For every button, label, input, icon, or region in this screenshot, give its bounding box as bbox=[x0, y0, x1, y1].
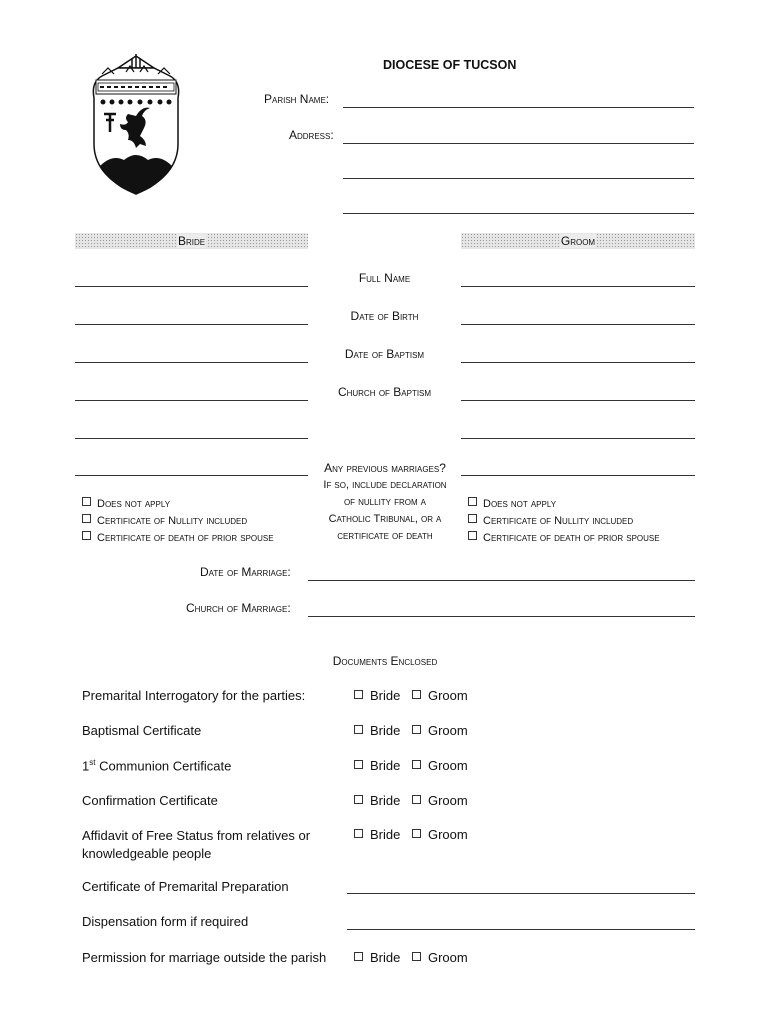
confirmation-certificate-label: Confirmation Certificate bbox=[82, 793, 218, 808]
groom-date-of-birth-field[interactable] bbox=[461, 324, 695, 325]
affidavit-checkboxes: Bride Groom bbox=[354, 827, 468, 842]
address-label: Address: bbox=[289, 128, 334, 142]
date-of-marriage-field[interactable] bbox=[308, 580, 695, 581]
previous-marriages-note-line-1: If so, include declaration bbox=[323, 479, 447, 491]
page-title: DIOCESE OF TUCSON bbox=[383, 58, 517, 72]
premarital-interrogatory-checkboxes: Bride Groom bbox=[354, 688, 468, 703]
affidavit-label: Affidavit of Free Status from relatives or knowledgeable people bbox=[82, 828, 311, 861]
diocese-crest bbox=[88, 54, 184, 196]
previous-marriages-question: Any previous marriages? bbox=[324, 461, 446, 475]
bride-previous-marriages-field[interactable] bbox=[75, 475, 308, 476]
bride-column-header bbox=[75, 233, 308, 249]
previous-marriages-note-line-3: Catholic Tribunal, or a bbox=[328, 513, 442, 525]
previous-marriages-note-line-2: of nullity from a bbox=[343, 496, 427, 508]
groom-checkbox[interactable] bbox=[412, 690, 421, 699]
groom-option-does-not-apply[interactable]: Does not apply bbox=[468, 496, 660, 513]
baptismal-certificate-label: Baptismal Certificate bbox=[82, 723, 202, 738]
groom-date-of-baptism-field[interactable] bbox=[461, 362, 695, 363]
church-of-marriage-field[interactable] bbox=[308, 616, 695, 617]
groom-full-name-field[interactable] bbox=[461, 286, 695, 287]
bride-date-of-baptism-field[interactable] bbox=[75, 362, 308, 363]
checkbox-icon[interactable] bbox=[82, 514, 91, 523]
full-name-label: Full Name bbox=[358, 271, 411, 285]
bride-date-of-birth-field[interactable] bbox=[75, 324, 308, 325]
checkbox-icon[interactable] bbox=[82, 531, 91, 540]
parish-name-label: Parish Name: bbox=[264, 92, 330, 106]
groom-checkbox[interactable] bbox=[412, 725, 421, 734]
documents-enclosed-heading: Documents Enclosed bbox=[332, 654, 438, 668]
communion-certificate-checkboxes: Bride Groom bbox=[354, 758, 468, 773]
groom-option-nullity-included[interactable]: Certificate of Nullity included bbox=[468, 513, 660, 530]
bride-church-of-baptism-field-line-2[interactable] bbox=[75, 438, 308, 439]
groom-option-death-certificate[interactable]: Certificate of death of prior spouse bbox=[468, 530, 660, 547]
baptismal-certificate-checkboxes: Bride Groom bbox=[354, 723, 468, 738]
groom-church-of-baptism-field[interactable] bbox=[461, 400, 695, 401]
premarital-preparation-field[interactable] bbox=[347, 893, 695, 894]
checkbox-icon[interactable] bbox=[82, 497, 91, 506]
premarital-interrogatory-label: Premarital Interrogatory for the parties: bbox=[82, 688, 306, 703]
permission-outside-parish-label: Permission for marriage outside the parish bbox=[82, 950, 327, 965]
address-field-line-1[interactable] bbox=[343, 143, 694, 144]
premarital-preparation-label: Certificate of Premarital Preparation bbox=[82, 879, 289, 894]
previous-marriages-note bbox=[306, 460, 464, 545]
bride-church-of-baptism-field[interactable] bbox=[75, 400, 308, 401]
groom-previous-marriages-field[interactable] bbox=[461, 475, 695, 476]
bride-previous-marriage-options bbox=[82, 496, 274, 547]
groom-checkbox[interactable] bbox=[412, 760, 421, 769]
groom-checkbox[interactable] bbox=[412, 952, 421, 961]
date-of-birth-label: Date of Birth bbox=[350, 309, 419, 323]
checkbox-icon[interactable] bbox=[468, 497, 477, 506]
bride-header-label: Bride bbox=[177, 234, 206, 248]
communion-certificate-label: 1st Communion Certificate bbox=[82, 758, 232, 774]
dispensation-form-field[interactable] bbox=[347, 929, 695, 930]
groom-checkbox[interactable] bbox=[412, 795, 421, 804]
groom-church-of-baptism-field-line-2[interactable] bbox=[461, 438, 695, 439]
bride-option-death-certificate[interactable]: Certificate of death of prior spouse bbox=[82, 530, 274, 547]
groom-column-header bbox=[461, 233, 695, 249]
groom-previous-marriage-options bbox=[468, 496, 660, 547]
checkbox-icon[interactable] bbox=[468, 514, 477, 523]
dispensation-form-label: Dispensation form if required bbox=[82, 914, 249, 929]
bride-full-name-field[interactable] bbox=[75, 286, 308, 287]
date-of-baptism-label: Date of Baptism bbox=[344, 347, 425, 361]
bride-option-does-not-apply[interactable]: Does not apply bbox=[82, 496, 274, 513]
address-field-line-2[interactable] bbox=[343, 178, 694, 179]
address-field-line-3[interactable] bbox=[343, 213, 694, 214]
bride-checkbox[interactable] bbox=[354, 795, 363, 804]
groom-checkbox[interactable] bbox=[412, 829, 421, 838]
bride-checkbox[interactable] bbox=[354, 690, 363, 699]
church-of-marriage-label: Church of Marriage: bbox=[186, 601, 291, 615]
confirmation-certificate-checkboxes: Bride Groom bbox=[354, 793, 468, 808]
bride-checkbox[interactable] bbox=[354, 725, 363, 734]
bride-option-nullity-included[interactable]: Certificate of Nullity included bbox=[82, 513, 274, 530]
bride-checkbox[interactable] bbox=[354, 760, 363, 769]
bride-checkbox[interactable] bbox=[354, 829, 363, 838]
checkbox-icon[interactable] bbox=[468, 531, 477, 540]
church-of-baptism-label: Church of Baptism bbox=[337, 385, 432, 399]
date-of-marriage-label: Date of Marriage: bbox=[200, 565, 291, 579]
previous-marriages-note-line-4: certificate of death bbox=[337, 530, 433, 542]
permission-outside-parish-checkboxes: Bride Groom bbox=[354, 950, 468, 965]
parish-name-field[interactable] bbox=[343, 107, 694, 108]
bride-checkbox[interactable] bbox=[354, 952, 363, 961]
groom-header-label: Groom bbox=[560, 234, 596, 248]
